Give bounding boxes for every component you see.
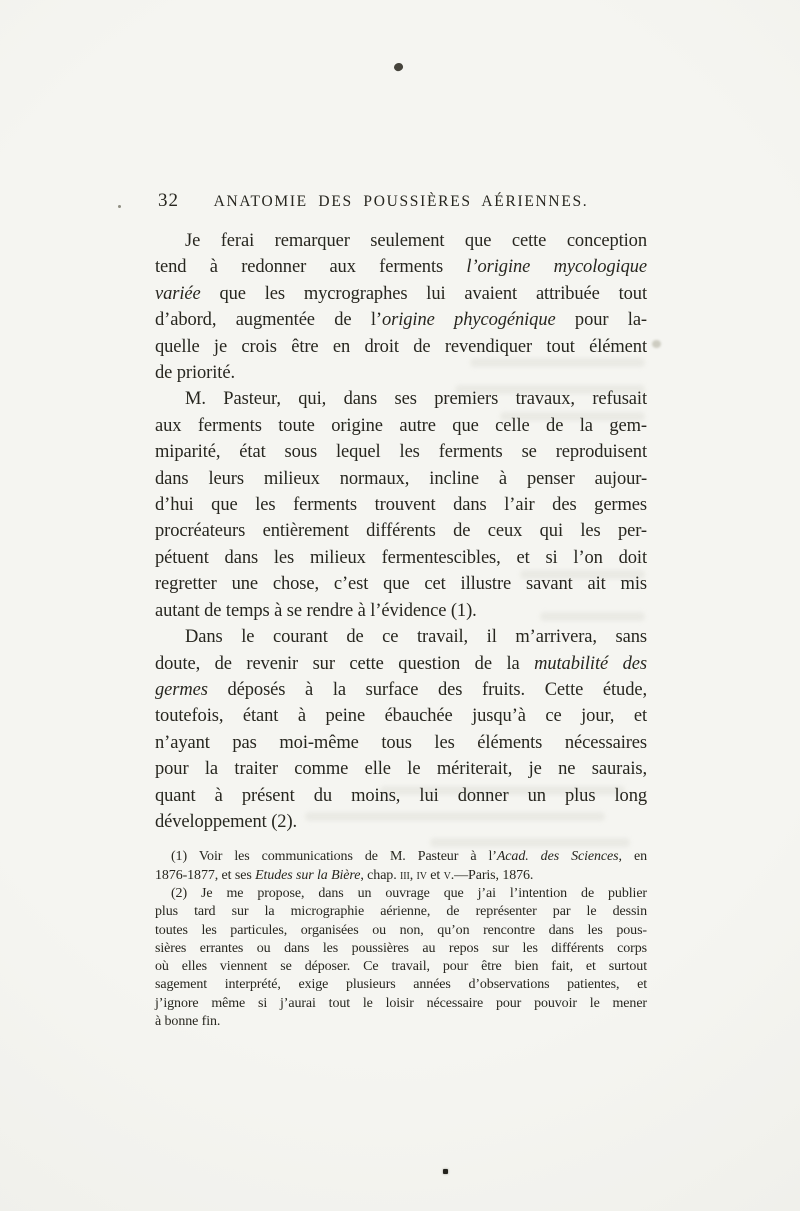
text-line: toutes les particules, organisées ou non, qu’on rencontre dans les pous- <box>155 922 647 938</box>
text-line: pour la traiter comme elle le mériterait, je ne saurais, <box>155 759 647 780</box>
text-line: aux ferments toute origine autre que celle de la gem- <box>155 415 647 436</box>
text-line: à bonne fin. <box>155 1014 221 1030</box>
text-line: sières errantes ou dans les poussières au repos sur les différents corps <box>155 940 647 956</box>
paragraph <box>155 228 647 386</box>
page-number: 32 <box>158 190 179 211</box>
text-line: n’ayant pas moi-même tous les éléments nécessaires <box>155 732 647 753</box>
margin-dot <box>118 205 121 208</box>
ink-speck-bottom <box>443 1169 448 1174</box>
running-title: ANATOMIE DES POUSSIÈRES AÉRIENNES. <box>213 193 589 210</box>
text-line: (2) Je me propose, dans un ouvrage que j’ai l’intention de publier <box>171 885 647 901</box>
page-content <box>155 190 647 1031</box>
text-line: dans leurs milieux normaux, incline à penser aujour- <box>155 468 647 489</box>
text-line: procréateurs entièrement différents de ceux qui les per- <box>155 521 647 542</box>
text-line: d’hui que les ferments trouvent dans l’air des germes <box>155 495 647 516</box>
text-line: germes déposés à la surface des fruits. Cette étude, <box>155 679 647 700</box>
text-line: plus tard sur la micrographie aérienne, de représenter par le dessin <box>155 904 647 920</box>
text-line: autant de temps à se rendre à l’évidence (1). <box>155 600 477 621</box>
text-line: M. Pasteur, qui, dans ses premiers travaux, refusait <box>185 389 647 410</box>
text-line: doute, de revenir sur cette question de la mutabilité des <box>155 653 647 674</box>
footnotes <box>155 848 647 1031</box>
paragraph <box>155 624 647 835</box>
text-line: (1) Voir les communications de M. Pasteur à l’Acad. des Sciences, en <box>171 849 647 865</box>
body-text <box>155 228 647 835</box>
ink-speck-top <box>393 61 405 72</box>
footnote-2 <box>155 885 647 1031</box>
text-line: de priorité. <box>155 363 235 384</box>
text-line: développement (2). <box>155 811 298 832</box>
text-line: quelle je crois être en droit de revendiquer tout élément <box>155 336 647 357</box>
text-line: toutefois, étant à peine ébauchée jusqu’à ce jour, et <box>155 706 647 727</box>
text-line: quant à présent du moins, lui donner un plus long <box>155 785 647 806</box>
text-line: pétuent dans les milieux fermentescibles, et si l’on doit <box>155 547 647 568</box>
text-line: j’ignore même si j’aurai tout le loisir nécessaire pour pouvoir le mener <box>155 995 647 1011</box>
margin-smudge <box>652 340 661 348</box>
text-line: regretter une chose, c’est que cet illustre savant ait mis <box>155 574 647 595</box>
footnote-1 <box>155 848 647 885</box>
text-line: tend à redonner aux ferments l’origine mycologique <box>155 257 648 278</box>
text-line: sagement interprété, exige plusieurs années d’observations patientes, et <box>155 977 647 993</box>
text-line: Je ferai remarquer seulement que cette conception <box>185 231 647 251</box>
text-line: miparité, état sous lequel les ferments se reproduisent <box>155 442 647 463</box>
text-line: variée que les mycrographes lui avaient attribuée tout <box>155 283 647 304</box>
page-header <box>155 190 647 216</box>
text-line: 1876-1877, et ses Etudes sur la Bière, chap. iii, iv et v.—Paris, 1876. <box>155 867 534 883</box>
text-line: où elles viennent se déposer. Ce travail, pour être bien fait, et surtout <box>155 959 647 975</box>
text-line: Dans le courant de ce travail, il m’arrivera, sans <box>185 627 647 648</box>
text-line: d’abord, augmentée de l’origine phycogénique pour la- <box>155 310 647 331</box>
paragraph <box>155 386 647 624</box>
